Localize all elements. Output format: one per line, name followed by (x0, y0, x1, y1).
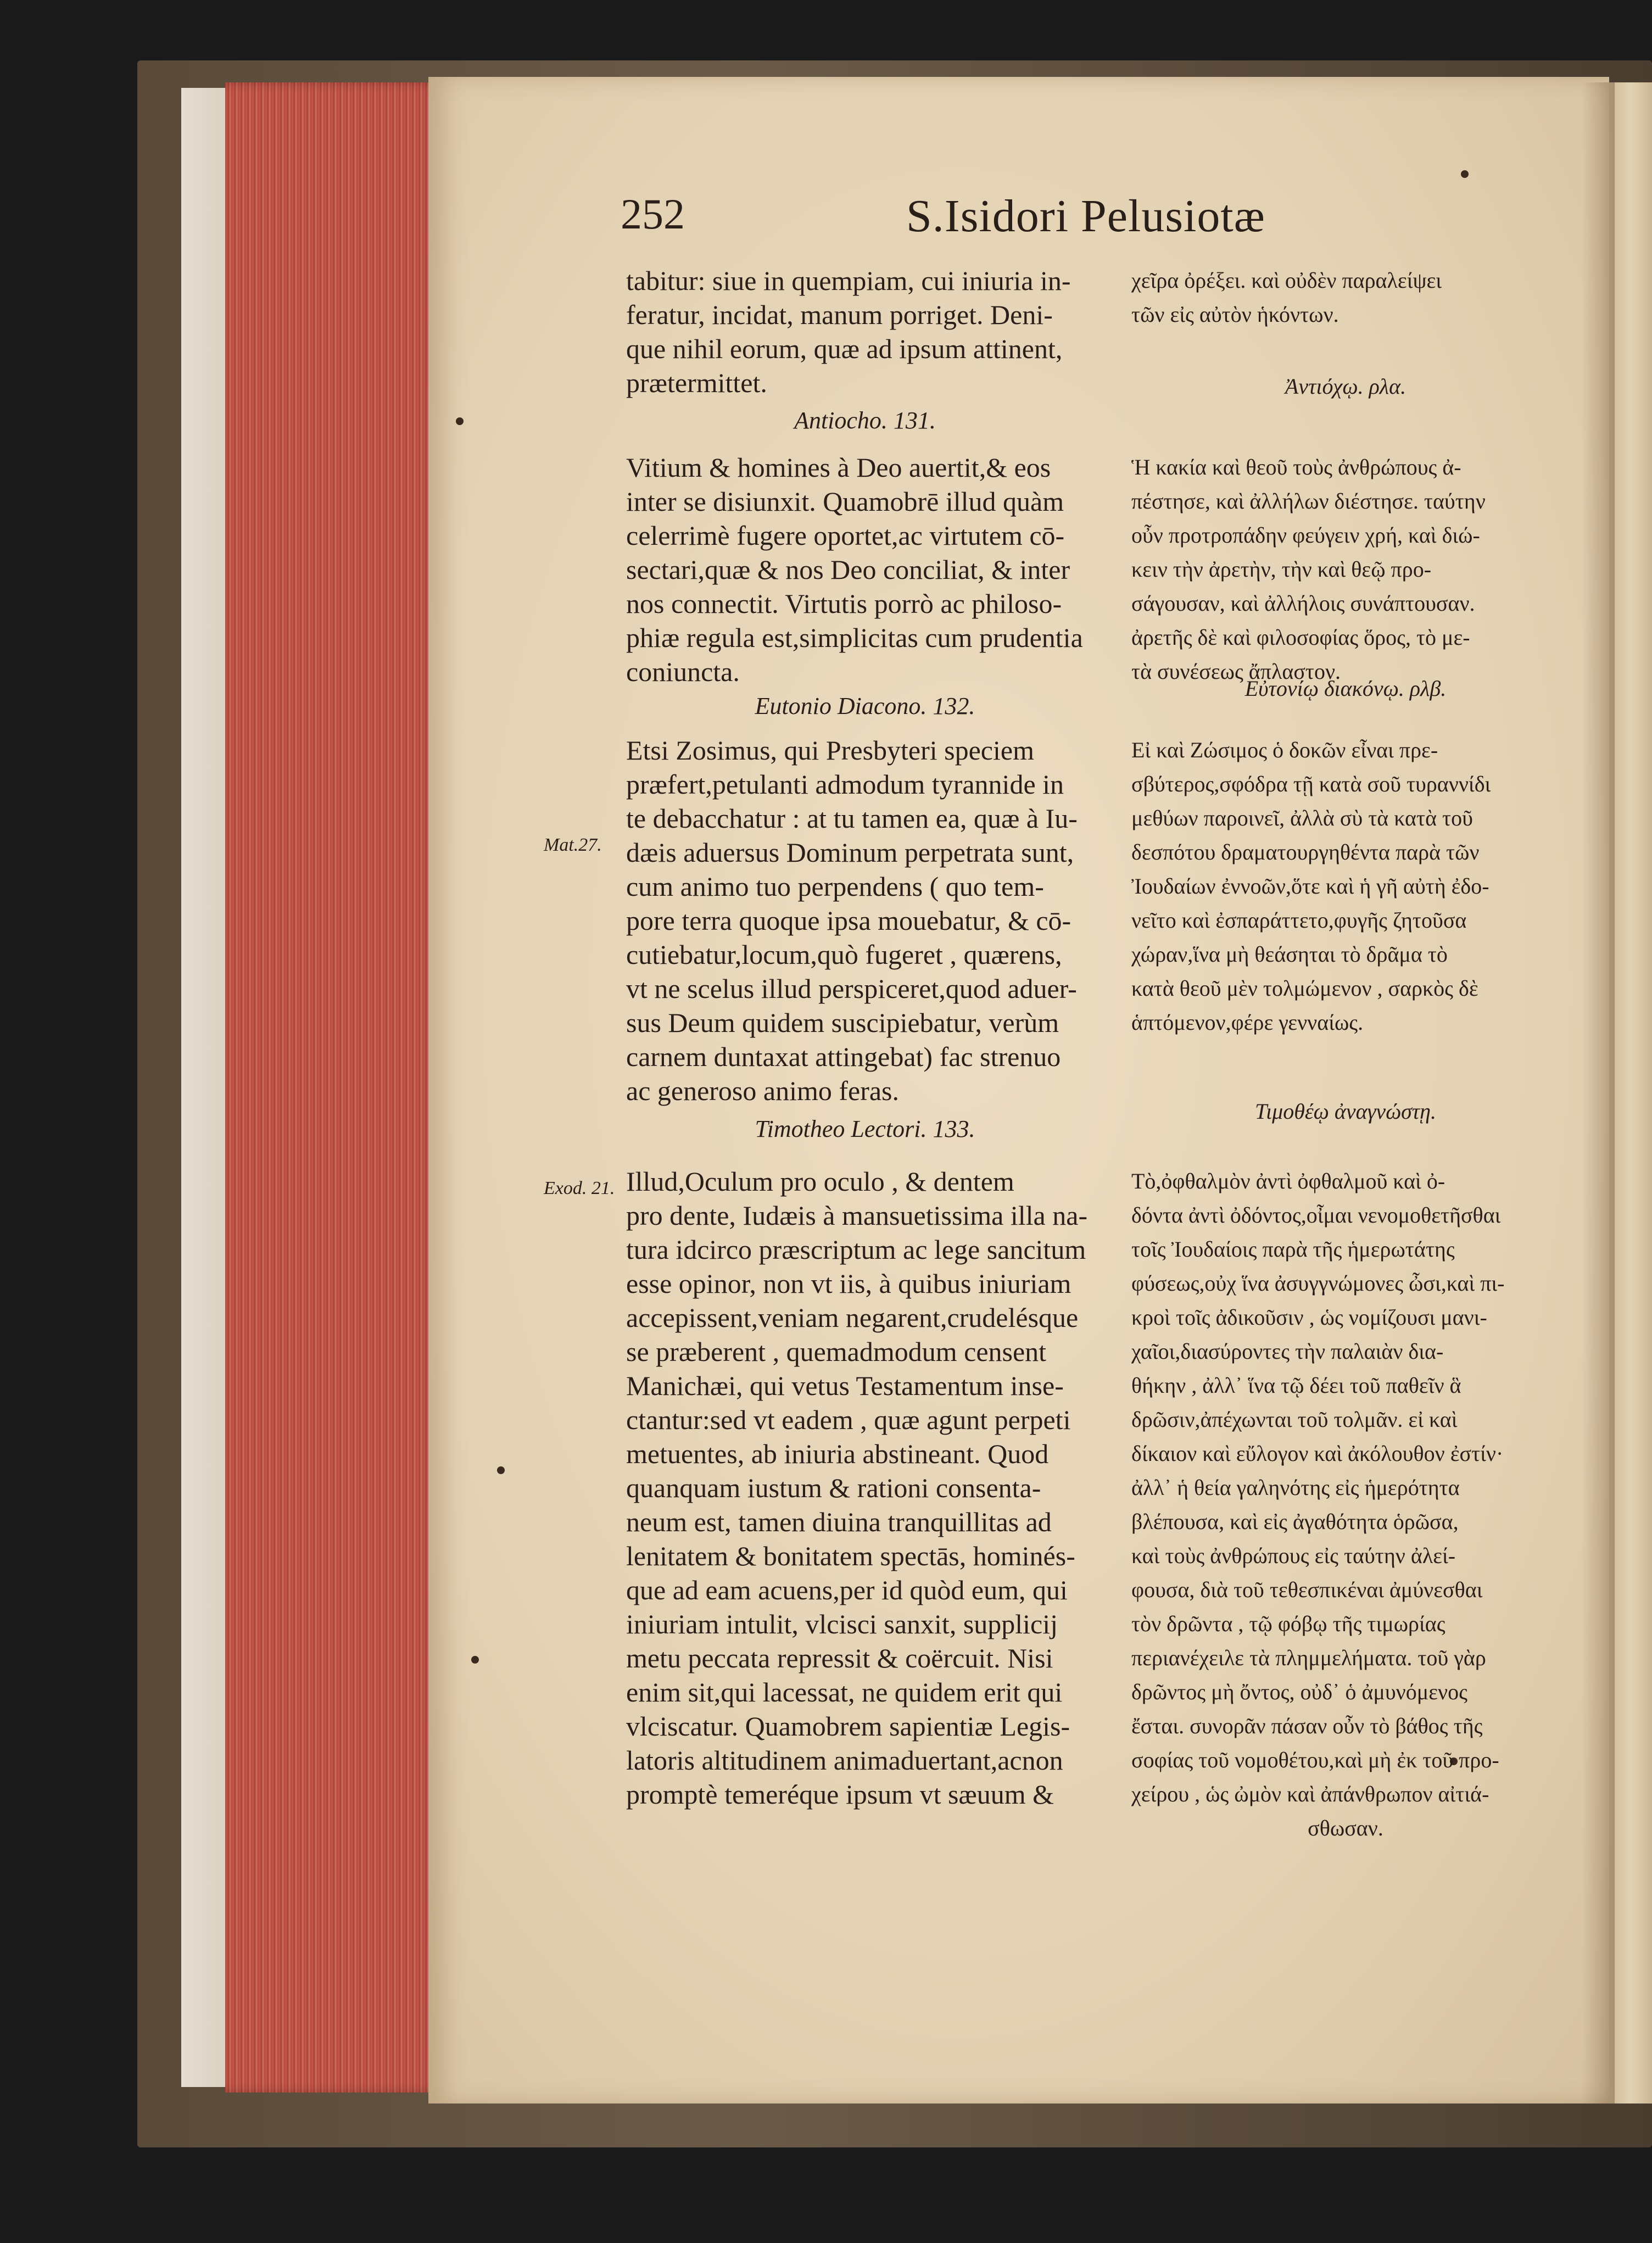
text-line: metuentes, ab iniuria abstineant. Quod (626, 1438, 1049, 1469)
text-line: οὖν προτροπάδην φεύγειν χρή, καὶ διώ- (1131, 523, 1480, 548)
paper-hole (1461, 170, 1469, 178)
letter-body-greek (1131, 1164, 1560, 1845)
letter-body-latin (626, 733, 1104, 1108)
text-line: tabitur: siue in quempiam, cui iniuria in- (626, 265, 1071, 296)
text-line: Illud,Oculum pro oculo , & dentem (626, 1166, 1014, 1197)
text-line: inter se disiunxit. Quamobrē illud quàm (626, 486, 1064, 517)
text-line: lenitatem & bonitatem spectās, hominés- (626, 1541, 1075, 1571)
text-line: celerrimè fugere oportet,ac virtutem cō- (626, 520, 1065, 551)
text-line: τὸν δρῶντα , τῷ φόβῳ τῆς τιμωρίας (1131, 1611, 1446, 1636)
page-edges (225, 82, 439, 2093)
text-line: promptè temeréque ipsum vt sæuum & (626, 1779, 1054, 1810)
facing-page-edge (1609, 82, 1652, 2103)
text-line: vt ne scelus illud perspiceret,quod aduer- (626, 973, 1077, 1004)
text-line: cum animo tuo perpendens ( quo tem- (626, 871, 1044, 902)
text-line: enim sit,qui lacessat, ne quidem erit qui (626, 1677, 1063, 1708)
text-line: latoris altitudinem animaduertant,acnon (626, 1745, 1063, 1776)
text-line: φύσεως,οὐχ ἵνα ἀσυγγνώμονες ὦσι,καὶ πι- (1131, 1271, 1505, 1296)
text-line: δρῶντος μὴ ὄντος, οὐδ᾽ ὁ ἀμυνόμενος (1131, 1680, 1467, 1704)
paper-hole (456, 417, 464, 425)
text-line: δίκαιον καὶ εὔλογον καὶ ἀκόλουθον ἐστίν· (1131, 1441, 1504, 1466)
text-line: cutiebatur,locum,quò fugeret , quærens, (626, 939, 1062, 970)
text-line: metu peccata repressit & coërcuit. Nisi (626, 1643, 1053, 1673)
text-line: accepissent,veniam negarent,crudelésque (626, 1302, 1079, 1333)
text-line: feratur, incidat, manum porriget. Deni- (626, 299, 1053, 330)
text-line: ctantur:sed vt eadem , quæ agunt perpeti (626, 1404, 1071, 1435)
text-line: se præberent , quemadmodum censent (626, 1336, 1047, 1367)
letter-heading-greek: Εὐτονίῳ διακόνῳ. ρλβ. (1244, 676, 1447, 701)
text-line: esse opinor, non vt iis, à quibus iniuriam (626, 1268, 1071, 1299)
text-line: vlciscatur. Quamobrem sapientiæ Legis- (626, 1711, 1070, 1742)
letter-body-greek (1131, 450, 1560, 689)
text-line: τῶν εἰς αὐτὸν ἡκόντων. (1131, 302, 1339, 327)
text-line: Vitium & homines à Deo auertit,& eos (626, 452, 1051, 483)
text-line: ἔσται. συνορᾶν πάσαν οὖν τὸ βάθος τῆς (1131, 1714, 1483, 1738)
text-line: νεῖτο καὶ ἐσπαράττετο,φυγῆς ζητοῦσα (1131, 908, 1467, 933)
marginal-note-mat: Mat.27. (544, 835, 602, 855)
text-line: μεθύων παροινεῖ, ἀλλὰ σὺ τὰ κατὰ τοῦ (1131, 806, 1473, 830)
text-line: sus Deum quidem suscipiebatur, verùm (626, 1007, 1059, 1038)
gutter-shadow (1582, 82, 1615, 2103)
paper-hole (471, 1656, 479, 1664)
text-line: præfert,petulanti admodum tyrannide in (626, 769, 1064, 800)
text-line: σθωσαν. (1308, 1816, 1383, 1840)
text-line: Manichæi, qui vetus Testamentum inse- (626, 1370, 1064, 1401)
text-line: pore terra quoque ipsa mouebatur, & cō- (626, 905, 1071, 936)
text-line: que ad eam acuens,per id quòd eum, qui (626, 1575, 1068, 1605)
text-line: τοῖς Ἰουδαίοις παρὰ τῆς ἡμερωτάτης (1131, 1237, 1455, 1262)
text-line: σοφίας τοῦ νομοθέτου,καὶ μὴ ἐκ τοῦ προ- (1131, 1748, 1499, 1772)
text-line: πέστησε, καὶ ἀλλήλων διέστησε. ταύτην (1131, 489, 1486, 514)
latin-continuation (626, 264, 1104, 400)
text-line: nos connectit. Virtutis porrò ac philoso- (626, 588, 1062, 619)
text-line: Ἡ κακία καὶ θεοῦ τοὺς ἀνθρώπους ἀ- (1131, 455, 1461, 479)
text-line: κατὰ θεοῦ μὲν τολμώμενον , σαρκὸς δὲ (1131, 976, 1478, 1001)
letter-body-latin (626, 1164, 1104, 1811)
paper-hole (497, 1466, 505, 1474)
letter-heading-latin: Timotheo Lectori. 133. (755, 1115, 975, 1142)
text-line: ἀρετῆς δὲ καὶ φιλοσοφίας ὅρος, τὸ με- (1131, 625, 1470, 650)
text-line: κροὶ τοῖς ἀδικοῦσιν , ὡς νομίζουσι μανι- (1131, 1305, 1487, 1330)
text-line: περιανέχειλε τὰ πλημμελήματα. τοῦ γὰρ (1131, 1645, 1486, 1670)
text-line: κειν τὴν ἀρετὴν, τὴν καὶ θεῷ προ- (1131, 557, 1432, 582)
text-line: Etsi Zosimus, qui Presbyteri speciem (626, 735, 1034, 766)
text-line: quanquam iustum & rationi consenta- (626, 1472, 1041, 1503)
text-line: χείρου , ὡς ὠμὸν καὶ ἀπάνθρωπον αἰτιά- (1131, 1782, 1489, 1806)
letter-heading-latin: Antiocho. 131. (794, 407, 936, 434)
text-line: σάγουσαν, καὶ ἀλλήλοις συνάπτουσαν. (1131, 591, 1475, 616)
letter-body-greek (1131, 733, 1560, 1040)
text-line: iniuriam intulit, vlcisci sanxit, supplicij (626, 1609, 1058, 1639)
text-line: phiæ regula est,simplicitas cum prudentia (626, 622, 1083, 653)
running-title: S.Isidori Pelusiotæ (906, 191, 1265, 242)
text-line: βλέπουσα, καὶ εἰς ἀγαθότητα ὁρῶσα, (1131, 1509, 1459, 1534)
text-line: Τὸ,ὀφθαλμὸν ἀντὶ ὀφθαλμοῦ καὶ ὀ- (1131, 1169, 1446, 1193)
text-line: δόντα ἀντὶ ὀδόντος,οἶμαι νενομοθετῆσθαι (1131, 1203, 1501, 1227)
text-line: Εἰ καὶ Ζώσιμος ὁ δοκῶν εἶναι πρε- (1131, 738, 1438, 762)
text-line: ac generoso animo feras. (626, 1075, 899, 1106)
text-line: φουσα, διὰ τοῦ τεθεσπικέναι ἀμύνεσθαι (1131, 1577, 1483, 1602)
letter-heading-greek: Ἀντιόχῳ. ρλα. (1285, 374, 1407, 399)
letter-heading-greek: Τιμοθέῳ ἀναγνώστῃ. (1255, 1099, 1436, 1124)
text-line: neum est, tamen diuina tranquillitas ad (626, 1507, 1052, 1537)
text-line: ἀλλ᾽ ἡ θεία γαληνότης εἰς ἡμερότητα (1131, 1475, 1460, 1500)
text-line: χεῖρα ὀρέξει. καὶ οὐδὲν παραλείψει (1131, 268, 1442, 293)
text-line: dæis aduersus Dominum perpetrata sunt, (626, 837, 1074, 868)
text-line: sectari,quæ & nos Deo conciliat, & inter (626, 554, 1070, 585)
text-line: θήκην , ἀλλ᾽ ἵνα τῷ δέει τοῦ παθεῖν ἃ (1131, 1373, 1461, 1398)
text-line: ἁπτόμενον,φέρε γενναίως. (1131, 1010, 1364, 1035)
text-line: καὶ τοὺς ἀνθρώπους εἰς ταύτην ἀλεί- (1131, 1543, 1456, 1568)
text-line: tura idcirco præscriptum ac lege sancitum (626, 1234, 1086, 1265)
text-line: coniuncta. (626, 656, 740, 687)
text-line: Ἰουδαίων ἐννοῶν,ὅτε καὶ ἡ γῆ αὐτὴ ἐδο- (1131, 874, 1489, 899)
text-line: δρῶσιν,ἀπέχωνται τοῦ τολμᾶν. εἰ καὶ (1131, 1407, 1458, 1432)
marginal-note-exod: Exod. 21. (544, 1178, 615, 1198)
text-line: prætermittet. (626, 367, 767, 398)
text-line: que nihil eorum, quæ ad ipsum attinent, (626, 333, 1063, 364)
text-line: δεσπότου δραματουργηθέντα παρὰ τῶν (1131, 840, 1480, 864)
letter-heading-latin: Eutonio Diacono. 132. (755, 693, 975, 719)
text-line: carnem duntaxat attingebat) fac strenuo (626, 1041, 1061, 1072)
text-line: σβύτερος,σφόδρα τῇ κατὰ σοῦ τυραννίδι (1131, 772, 1491, 796)
text-line: pro dente, Iudæis à mansuetissima illa na- (626, 1200, 1088, 1231)
greek-continuation (1131, 264, 1560, 332)
letter-body-latin (626, 450, 1104, 689)
page-number: 252 (621, 190, 685, 238)
text-line: χαῖοι,διασύροντες τὴν παλαιὰν δια- (1131, 1339, 1444, 1364)
text-line: te debacchatur : at tu tamen ea, quæ à Iu- (626, 803, 1078, 834)
text-line: τὰ συνέσεως ἄπλαστον. (1131, 659, 1341, 684)
text-line: χώραν,ἵνα μὴ θεάσηται τὸ δρᾶμα τὸ (1131, 942, 1448, 967)
